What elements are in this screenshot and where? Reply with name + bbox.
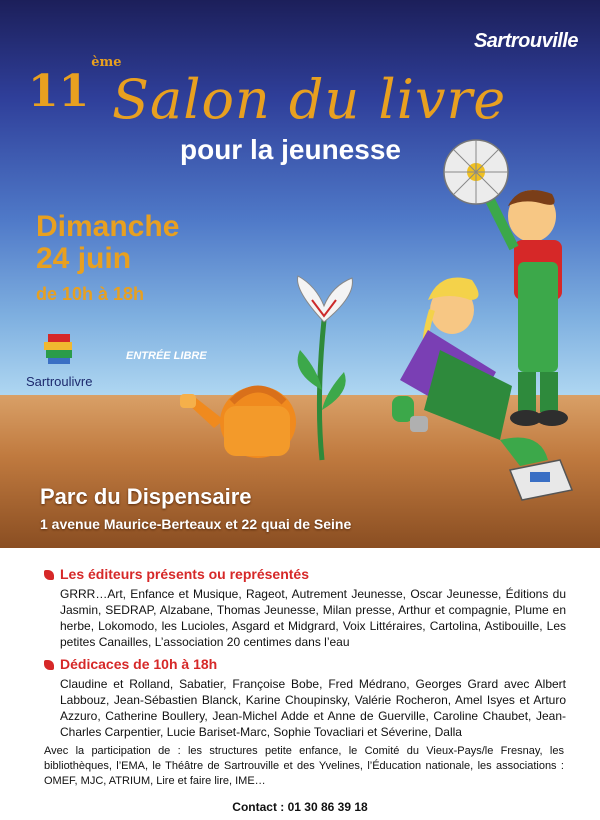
event-hours: de 10h à 18h: [36, 284, 145, 304]
page-title: Salon du livre: [112, 68, 507, 131]
book-stack-icon: [44, 334, 72, 364]
brand-logo: Sartrouville: [473, 30, 578, 52]
venue-name: Parc du Dispensaire: [40, 484, 252, 509]
page-subtitle: pour la jeunesse: [180, 134, 401, 165]
signings-heading: [44, 656, 217, 672]
edition-number: [28, 55, 122, 117]
leaf-bullet-icon: [44, 660, 54, 670]
publishers-heading-text: Les éditeurs présents ou représentés: [60, 566, 309, 582]
watering-can-icon: [180, 386, 296, 458]
contact-phone: Contact : 01 30 86 39 18: [232, 800, 368, 814]
edition-suffix: ème: [91, 55, 122, 71]
publishers-list: GRRR…Art, Enfance et Musique, Rageot, Autrement Jeunesse, Oscar Jeunesse, Éditions du Jasmin, SEDRAP, Alzabane, Thomas Jeunesse, Milan presse, Arthur et compagnie, Plume en herbe, Lokomodo, les Lucioles, Asgard et Midgrard, Voix Littéraires, Cartolina, Astibouille, Les petites Canailles, L’association 20 centimes dans l’eau: [60, 587, 566, 649]
event-date: 24 juin: [36, 242, 132, 275]
leaf-bullet-icon: [44, 570, 54, 580]
free-entry-label: ENTRÉE LIBRE: [126, 350, 207, 362]
book-flower-icon: [298, 276, 353, 460]
venue-address: 1 avenue Maurice-Berteaux et 22 quai de Seine: [40, 516, 352, 532]
signings-heading-text: Dédicaces de 10h à 18h: [60, 656, 218, 672]
newspaper-flower-icon: [444, 140, 508, 204]
event-day: Dimanche: [36, 210, 180, 243]
participation-note: Avec la participation de : les structures petite enfance, le Comité du Vieux-Pays/le Fresnay, les bibliothèques, l’EMA, le Théâtre de Sartrouville et des Yvelines, l’Éducation nationale, les associations : OMEF, MJC, ATRIUM, Lire et faire lire, IME…: [44, 745, 564, 787]
signings-list: Claudine et Rolland, Sabatier, Françoise Bobe, Fred Médrano, Georges Grard avec Albert Labbouz, Jean-Sébastien Blanck, Karine Choupinsky, Valérie Rocheron, Amel Isyes et Arturo Azzuro, Catherine Boullery, Jean-Michel Adde et Anne de Guerville, Caroline Chaubet, Jean-Charles Carpentier, Lucie Bariset-Marc, Sophie Tovacliari et Séverine, Dalla: [60, 677, 566, 739]
sartroulivre-logo-text: Sartroulivre: [26, 374, 93, 389]
publishers-heading: [44, 566, 309, 582]
book-on-ground-icon: [510, 460, 572, 500]
edition-digits: 11: [28, 66, 90, 117]
